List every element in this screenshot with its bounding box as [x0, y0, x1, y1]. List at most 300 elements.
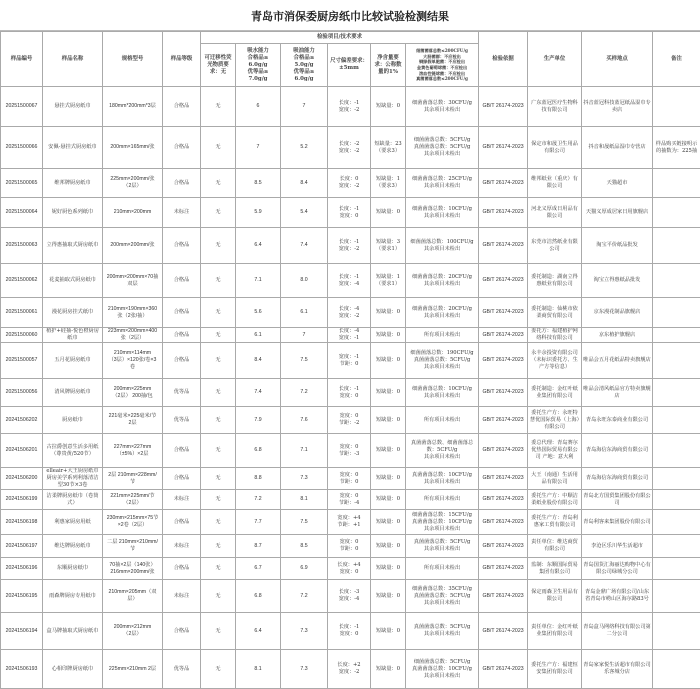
spec: 230mm×215mm×75节 ×2卷（2层）: [103, 510, 163, 535]
sample-name: elleair+大王厨房纸巾厨房美学系列利落清洁型30节×3卷: [43, 468, 103, 490]
microbiology-result: 细菌菌落总数：190CFU/g 真菌菌落总数：5CFU/g 其余项目未检出: [406, 343, 479, 379]
note: [653, 198, 700, 228]
sample-id: 20251500067: [1, 87, 43, 127]
sample-name: 维邦牌厨房纸巾: [43, 169, 103, 198]
spec: 223mm×200mm×400 张（2层）: [103, 328, 163, 343]
sample-id: 20251500057: [1, 343, 43, 379]
grade: 合格品: [163, 558, 201, 580]
sample-id: 20241506195: [1, 580, 43, 613]
microbiology-result: 真菌菌落总数：10CFU/g 其余项目未检出: [406, 468, 479, 490]
net-content: 短缺量：0: [371, 510, 406, 535]
fluorescent-result: 无: [201, 407, 236, 434]
table-row: [1, 580, 700, 613]
sample-id: 20241506199: [1, 490, 43, 510]
test-basis: GB/T 26174-2023: [479, 580, 528, 613]
header-producer: 生产单位: [528, 32, 582, 87]
net-content: 短缺量：3 （要求1）: [371, 228, 406, 264]
note: [653, 510, 700, 535]
header-test-items: 检验项目/技术要求: [201, 32, 479, 44]
water-absorption: 8.4: [236, 343, 281, 379]
note: [653, 228, 700, 264]
fluorescent-result: 无: [201, 510, 236, 535]
oil-absorption: 7.1: [281, 434, 328, 468]
note: [653, 379, 700, 407]
producer: 河北义厚成日用品有限公司: [528, 198, 582, 228]
net-content: 短缺量：0: [371, 87, 406, 127]
producer: 委总代理：青岛赛尔优热国际贸易有限公司 产地：意大利: [528, 434, 582, 468]
table-row: [1, 613, 700, 650]
oil-absorption: 7.5: [281, 510, 328, 535]
water-absorption: 8.8: [236, 468, 281, 490]
sample-id: 20251500065: [1, 169, 43, 198]
fluorescent-result: 无: [201, 558, 236, 580]
oil-absorption: 7.2: [281, 379, 328, 407]
purchase-location: 青岛海信东海商贸有限公司: [582, 434, 653, 468]
purchase-location: 青岛永旺东泰商业有限公司: [582, 407, 653, 434]
sample-name: 五月花厨房纸巾: [43, 343, 103, 379]
spec: 221毫米×225毫米/节 2层: [103, 407, 163, 434]
size-deviation: 长度：-4 宽度：-1: [328, 328, 371, 343]
producer: 保定市和晟卫生用品有限公司: [528, 127, 582, 169]
producer: 广东蓝冠医疗生物科技有限公司: [528, 87, 582, 127]
microbiology-result: 细菌菌落总数：5CFU/g 真菌菌落总数：10CFU/g 其余项目未检出: [406, 650, 479, 689]
microbiology-result: 细菌菌落总数：100CFU/g 其余项目未检出: [406, 228, 479, 264]
table-row: [1, 434, 700, 468]
microbiology-result: 细菌菌落总数：20CFU/g 其余项目未检出: [406, 298, 479, 328]
test-basis: GB/T 26174-2023: [479, 343, 528, 379]
note: [653, 613, 700, 650]
producer: 保定雨森卫生用品有限公司: [528, 580, 582, 613]
table-row: [1, 510, 700, 535]
spec: 200mm×200mm×70抽 双层: [103, 264, 163, 298]
microbiology-result: 所有项目未检出: [406, 558, 479, 580]
size-deviation: 长度：+2 宽度：-2: [328, 650, 371, 689]
spec: 225mm×210mm 2层: [103, 650, 163, 689]
test-basis: GB/T 26174-2023: [479, 650, 528, 689]
test-basis: GB/T 26174-2023: [479, 169, 528, 198]
purchase-location: 天猫超市: [582, 169, 653, 198]
grade: 未标注: [163, 580, 201, 613]
table-row: [1, 228, 700, 264]
table-row: [1, 535, 700, 558]
oil-absorption: 8.4: [281, 169, 328, 198]
note: [653, 87, 700, 127]
header-shop: 买样地点: [582, 32, 653, 87]
test-basis: GB/T 26174-2023: [479, 468, 528, 490]
note: [653, 558, 700, 580]
water-absorption: 6.4: [236, 228, 281, 264]
oil-absorption: 5.2: [281, 127, 328, 169]
note: [653, 468, 700, 490]
producer: 委托制造：湖南立得惠纸业有限公司: [528, 264, 582, 298]
oil-absorption: 7.3: [281, 613, 328, 650]
purchase-location: 抖音蓝冠科技蓝冠纸品湿巾专卖店: [582, 87, 653, 127]
purchase-location: 淘宝平价纸品批发: [582, 228, 653, 264]
net-content: 短缺量：0: [371, 298, 406, 328]
water-absorption: 6.7: [236, 558, 281, 580]
grade: 未标注: [163, 535, 201, 558]
grade: 合格品: [163, 328, 201, 343]
size-deviation: 宽度：+4 节距：+1: [328, 510, 371, 535]
grade: 合格品: [163, 127, 201, 169]
purchase-location: 天猫义厚成居家日用旗舰店: [582, 198, 653, 228]
size-deviation: 宽度：0 节距：0: [328, 468, 371, 490]
grade: 合格品: [163, 510, 201, 535]
size-deviation: 长度：-1 宽度：-2: [328, 228, 371, 264]
producer: 东莞市洁然纸业有限公司: [528, 228, 582, 264]
microbiology-result: 细菌菌落总数：35CFU/g 真菌菌落总数：5CFU/g 其余项目未检出: [406, 580, 479, 613]
note: [653, 580, 700, 613]
water-absorption: 8.7: [236, 535, 281, 558]
note: [653, 328, 700, 343]
size-deviation: 长度：-1 宽度：0: [328, 613, 371, 650]
spec: 221mm×225mm/节 （2层）: [103, 490, 163, 510]
table-row: [1, 650, 700, 689]
size-deviation: 长度：-1 宽度：-4: [328, 264, 371, 298]
purchase-location: 青岛海信东海商贸有限公司: [582, 468, 653, 490]
net-content: 短缺量：1 （要求1）: [371, 264, 406, 298]
fluorescent-result: 无: [201, 127, 236, 169]
grade: 未标注: [163, 198, 201, 228]
header-microbiology: 细菌菌落总数≤200CFU/g 大肠菌群：不应检出 铜绿假单胞菌：不应检出 金黄色葡萄球菌：不应检出 溶血性链球菌：不应检出 真菌菌落总数≤200CFU/g: [406, 44, 479, 87]
grade: 优等品: [163, 407, 201, 434]
sample-name: 古拉爵创意生活多用纸（尊贵黄/520节）: [43, 434, 103, 468]
microbiology-result: 真菌菌落总数、细菌菌落总数：5CFU/g 其余项目未检出: [406, 434, 479, 468]
header-spec: 规格型号: [103, 32, 163, 87]
spec: 210mm×205mm（双 层）: [103, 580, 163, 613]
microbiology-result: 真菌菌落总数：5CFU/g 其余项目未检出: [406, 535, 479, 558]
net-content: 短缺量：0: [371, 535, 406, 558]
size-deviation: 长度：-3 宽度：-4: [328, 580, 371, 613]
water-absorption: 7.1: [236, 264, 281, 298]
microbiology-result: 真菌菌落总数：5CFU/g 其余项目未检出: [406, 613, 479, 650]
spec: 200mm×165mm/张: [103, 127, 163, 169]
note: [653, 434, 700, 468]
oil-absorption: 5.4: [281, 198, 328, 228]
size-deviation: 长度：0 宽度：-2: [328, 169, 371, 198]
net-content: 短缺量：0: [371, 343, 406, 379]
size-deviation: 长度：-1 宽度：-2: [328, 87, 371, 127]
microbiology-result: 细菌菌落总数：5CFU/g 真菌菌落总数：5CFU/g 其余项目未检出: [406, 127, 479, 169]
header-basis: 检验依据: [479, 32, 528, 87]
oil-absorption: 8.5: [281, 535, 328, 558]
producer: 监制：东顺国际贸易集团有限公司: [528, 558, 582, 580]
water-absorption: 6.1: [236, 328, 281, 343]
net-content: 短缺量：0: [371, 328, 406, 343]
table-row: [1, 87, 700, 127]
table-row: [1, 328, 700, 343]
fluorescent-result: 无: [201, 298, 236, 328]
note: [653, 169, 700, 198]
grade: 合格品: [163, 343, 201, 379]
sample-id: 20251500056: [1, 379, 43, 407]
test-basis: GB/T 26174-2023: [479, 613, 528, 650]
note: [653, 490, 700, 510]
size-deviation: 长度：-1 宽度：0: [328, 198, 371, 228]
spec: 180mm*200mm*3层: [103, 87, 163, 127]
producer: 责任单位：维达商贸有限公司: [528, 535, 582, 558]
net-content: 短缺量：1 （要求3）: [371, 169, 406, 198]
sample-id: 20241506201: [1, 434, 43, 468]
oil-absorption: 7.3: [281, 468, 328, 490]
test-basis: GB/T 26174-2023: [479, 328, 528, 343]
note: [653, 298, 700, 328]
net-content: 短缺量：0: [371, 490, 406, 510]
net-content: 短缺量：0: [371, 650, 406, 689]
fluorescent-result: 无: [201, 580, 236, 613]
sample-id: 20251500063: [1, 228, 43, 264]
fluorescent-result: 无: [201, 343, 236, 379]
water-absorption: 7.9: [236, 407, 281, 434]
size-deviation: 宽度：0 节距：-3: [328, 434, 371, 468]
note: [653, 407, 700, 434]
spec: 227mm×227mm （±5%）×2层: [103, 434, 163, 468]
spec: 70抽×2层（140张） 216mm×200mm/张: [103, 558, 163, 580]
purchase-location: 唯品会五月花纸品特卖旗舰店: [582, 343, 653, 379]
net-content: 短缺量：0: [371, 580, 406, 613]
producer: 委托生产方：福建恒安集团有限公司: [528, 650, 582, 689]
producer: 永丰余投资有限公司（未标识委托方、生产方等信息）: [528, 343, 582, 379]
results-table: [0, 31, 700, 689]
table-row: [1, 198, 700, 228]
spec: 2层 210mm×228mm/ 节: [103, 468, 163, 490]
net-content: 短缺量：0: [371, 558, 406, 580]
sample-name: 立得惠抽取式厨房纸巾: [43, 228, 103, 264]
sample-name: 妮好厨色系列纸巾: [43, 198, 103, 228]
purchase-location: 青岛金鼎广场有限公司/山东省青岛市崂山区海尔路83号: [582, 580, 653, 613]
fluorescent-result: 无: [201, 490, 236, 510]
size-deviation: 宽度：0 节距：0: [328, 535, 371, 558]
sample-id: 20241506193: [1, 650, 43, 689]
water-absorption: 6.8: [236, 580, 281, 613]
grade: 未标注: [163, 490, 201, 510]
header-water-absorption: 吸水能力 合格品≥ 6.0g/g 优等品≥ 7.0g/g: [236, 44, 281, 87]
sample-name: 洁柔牌厨房纸巾（卷筒式）: [43, 490, 103, 510]
spec: 210mm×114mm （3层）×120张/卷×3 卷: [103, 343, 163, 379]
note: [653, 343, 700, 379]
spec: 200mm×200mm/张: [103, 228, 163, 264]
sample-name: 花麦抽取式厨房纸巾: [43, 264, 103, 298]
table-row: [1, 343, 700, 379]
microbiology-result: 所有项目未检出: [406, 407, 479, 434]
purchase-location: 抖音和晟纸品湿巾专营店: [582, 127, 653, 169]
note: [653, 535, 700, 558]
test-basis: GB/T 26174-2023: [479, 228, 528, 264]
fluorescent-result: 无: [201, 264, 236, 298]
sample-name: 厨房纸巾: [43, 407, 103, 434]
fluorescent-result: 无: [201, 328, 236, 343]
producer: 责任单位：金红叶纸业集团有限公司: [528, 613, 582, 650]
note: 样品购买链接明示的抽数为：225抽: [653, 127, 700, 169]
producer: 委托生产方：中顺洁柔纸业股份有限公司: [528, 490, 582, 510]
oil-absorption: 7.4: [281, 228, 328, 264]
header-note: 备注: [653, 32, 700, 87]
test-basis: GB/T 26174-2023: [479, 407, 528, 434]
sample-name: 利惠家厨房用纸: [43, 510, 103, 535]
sample-id: 20251500066: [1, 127, 43, 169]
producer: 委托方：福建植护网络科技有限公司: [528, 328, 582, 343]
spec: 200mm×212mm （2层）: [103, 613, 163, 650]
oil-absorption: 7.5: [281, 343, 328, 379]
spec: 210mm×190mm×360 张（2张/抽）: [103, 298, 163, 328]
purchase-location: 唯品会清风纸品官方特卖旗舰店: [582, 379, 653, 407]
purchase-location: 青岛利客来集团股份有限公司: [582, 510, 653, 535]
net-content: 短缺量：23 （要求3）: [371, 127, 406, 169]
sample-id: 20241506196: [1, 558, 43, 580]
sample-name: 植护+硅抽-悦色橙厨房纸巾: [43, 328, 103, 343]
table-row: [1, 468, 700, 490]
microbiology-result: 细菌菌落总数：10CFU/g 其余项目未检出: [406, 379, 479, 407]
spec: 210mm×200mm: [103, 198, 163, 228]
test-basis: GB/T 26174-2023: [479, 198, 528, 228]
sample-id: 20241506194: [1, 613, 43, 650]
purchase-location: 京东漫花制品旗舰店: [582, 298, 653, 328]
producer: 委托生产方：永旺特慧优国际贸易（上海）有限公司: [528, 407, 582, 434]
sample-name: 维达牌厨房纸巾: [43, 535, 103, 558]
oil-absorption: 7: [281, 328, 328, 343]
test-basis: GB/T 26174-2023: [479, 535, 528, 558]
sample-id: 20241506202: [1, 407, 43, 434]
grade: 合格品: [163, 264, 201, 298]
microbiology-result: 细菌菌落总数：10CFU/g 其余项目未检出: [406, 198, 479, 228]
size-deviation: 长度：+4 宽度：0: [328, 558, 371, 580]
microbiology-result: 所有项目未检出: [406, 490, 479, 510]
water-absorption: 5.6: [236, 298, 281, 328]
purchase-location: 青岛国货汇海丽达购物中心有限公司绿城分公司: [582, 558, 653, 580]
microbiology-result: 细菌菌落总数：25CFU/g 其余项目未检出: [406, 169, 479, 198]
oil-absorption: 6.1: [281, 298, 328, 328]
oil-absorption: 7.2: [281, 580, 328, 613]
size-deviation: 长度：-2 宽度：-2: [328, 127, 371, 169]
header-fluorescent: 可迁移性荧光物质要求：无: [201, 44, 236, 87]
sample-id: 20251500064: [1, 198, 43, 228]
note: [653, 650, 700, 689]
size-deviation: 宽度：0 节距：-2: [328, 407, 371, 434]
net-content: 短缺量：0: [371, 407, 406, 434]
sample-name: 漫花厨房挂式纸巾: [43, 298, 103, 328]
table-row: [1, 490, 700, 510]
grade: 优等品: [163, 650, 201, 689]
spec: 二层 210mm×210mm/ 节: [103, 535, 163, 558]
oil-absorption: 8.1: [281, 490, 328, 510]
sample-name: 心相印牌厨房纸巾: [43, 650, 103, 689]
grade: 合格品: [163, 434, 201, 468]
oil-absorption: 7.6: [281, 407, 328, 434]
fluorescent-result: 无: [201, 650, 236, 689]
grade: 合格品: [163, 298, 201, 328]
sample-id: 20241506198: [1, 510, 43, 535]
grade: 合格品: [163, 613, 201, 650]
purchase-location: 淘宝立得惠纸品批发: [582, 264, 653, 298]
fluorescent-result: 无: [201, 228, 236, 264]
table-row: [1, 298, 700, 328]
producer: 委托制造：金红叶纸业集团有限公司: [528, 379, 582, 407]
sample-id: 20251500062: [1, 264, 43, 298]
grade: 合格品: [163, 228, 201, 264]
net-content: 短缺量：0: [371, 379, 406, 407]
header-name: 样品名称: [43, 32, 103, 87]
sample-name: 清风牌厨房纸巾: [43, 379, 103, 407]
oil-absorption: 7: [281, 87, 328, 127]
water-absorption: 7.4: [236, 379, 281, 407]
table-row: [1, 558, 700, 580]
purchase-location: 青岛盒马网络科技有限公司第二分公司: [582, 613, 653, 650]
sample-name: 盒马牌抽取式厨房纸巾: [43, 613, 103, 650]
microbiology-result: 细菌菌落总数：30CFU/g 其余项目未检出: [406, 87, 479, 127]
sample-name: 悬挂式厨房纸巾: [43, 87, 103, 127]
net-content: 短缺量：0: [371, 198, 406, 228]
sample-id: 20241506200: [1, 468, 43, 490]
water-absorption: 7.7: [236, 510, 281, 535]
test-basis: GB/T 26174-2023: [479, 379, 528, 407]
test-basis: GB/T 26174-2023: [479, 434, 528, 468]
microbiology-result: 细菌菌落总数：15CFU/g 真菌菌落总数：10CFU/g 其余项目未检出: [406, 510, 479, 535]
fluorescent-result: 无: [201, 379, 236, 407]
header-id: 样品编号: [1, 32, 43, 87]
net-content: 短缺量：0: [371, 434, 406, 468]
test-basis: GB/T 26174-2023: [479, 87, 528, 127]
fluorescent-result: 无: [201, 468, 236, 490]
purchase-location: 京东植护旗舰店: [582, 328, 653, 343]
sample-name: 雨森牌厨房专用纸巾: [43, 580, 103, 613]
spec: 225mm×200mm/张 （2层）: [103, 169, 163, 198]
fluorescent-result: 无: [201, 198, 236, 228]
test-basis: GB/T 26174-2023: [479, 510, 528, 535]
fluorescent-result: 无: [201, 613, 236, 650]
microbiology-result: 细菌菌落总数：20CFU/g 其余项目未检出: [406, 264, 479, 298]
microbiology-result: 所有项目未检出: [406, 328, 479, 343]
producer: 维邦纸业（重庆）有限公司: [528, 169, 582, 198]
sample-id: 20241506197: [1, 535, 43, 558]
note: [653, 264, 700, 298]
sample-name: 东顺厨房纸巾: [43, 558, 103, 580]
grade: 合格品: [163, 169, 201, 198]
test-basis: GB/T 26174-2023: [479, 127, 528, 169]
header-grade: 样品等级: [163, 32, 201, 87]
table-row: [1, 407, 700, 434]
grade: 优等品: [163, 379, 201, 407]
net-content: 短缺量：0: [371, 468, 406, 490]
water-absorption: 8.1: [236, 650, 281, 689]
water-absorption: 7.2: [236, 490, 281, 510]
table-row: [1, 379, 700, 407]
size-deviation: 宽度：0 节距：-4: [328, 490, 371, 510]
header-oil-absorption: 吸油能力 合格品≥ 5.0g/g 优等品≥ 6.0g/g: [281, 44, 328, 87]
producer: 委托生产方：青岛利惠家工贸有限公司: [528, 510, 582, 535]
oil-absorption: 8.0: [281, 264, 328, 298]
table-row: [1, 264, 700, 298]
producer: 委托制造：仙桃市依柔商贸有限公司: [528, 298, 582, 328]
test-basis: GB/T 26174-2023: [479, 558, 528, 580]
test-basis: GB/T 26174-2023: [479, 264, 528, 298]
size-deviation: 宽度：-1 节距：0: [328, 343, 371, 379]
fluorescent-result: 无: [201, 87, 236, 127]
header-net-content: 净含量要求：公称数量的1%: [371, 44, 406, 87]
sample-name: 安佩-悬挂式厨房纸巾: [43, 127, 103, 169]
sample-id: 20251500061: [1, 298, 43, 328]
purchase-location: 青岛家家悦生活超市有限公司乐客城分店: [582, 650, 653, 689]
fluorescent-result: 无: [201, 169, 236, 198]
spec: 200mm×225mm （2层） 200抽/包: [103, 379, 163, 407]
purchase-location: 李沧区乐川华生活超市: [582, 535, 653, 558]
net-content: 短缺量：0: [371, 613, 406, 650]
fluorescent-result: 无: [201, 434, 236, 468]
water-absorption: 6: [236, 87, 281, 127]
water-absorption: 7: [236, 127, 281, 169]
test-basis: GB/T 26174-2023: [479, 490, 528, 510]
page-title: 青岛市消保委厨房纸巾比较试验检测结果: [0, 0, 700, 31]
producer: 大王（南通）生活用品有限公司: [528, 468, 582, 490]
